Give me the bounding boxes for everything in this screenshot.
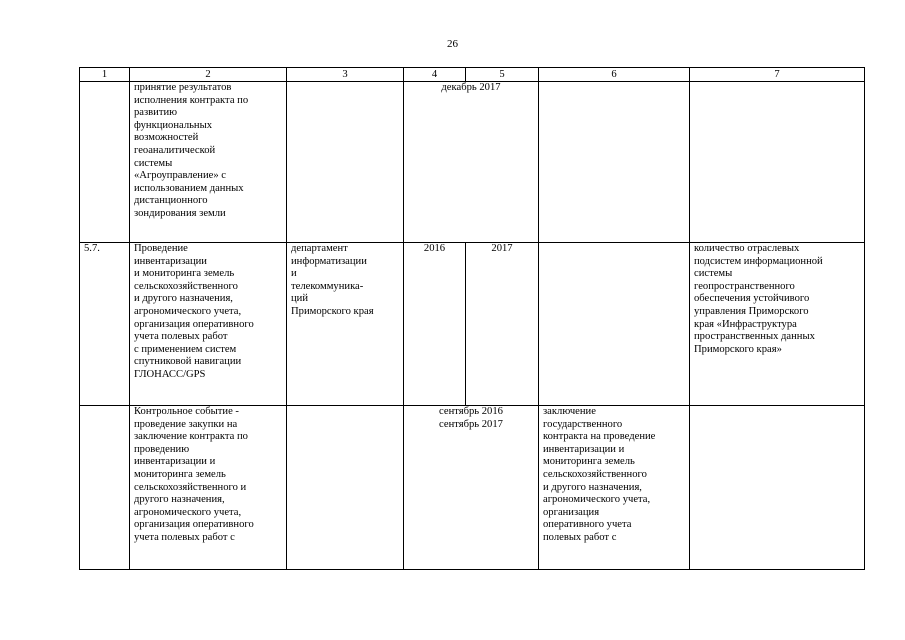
date-cell: декабрь 2017 <box>404 82 539 243</box>
header-cell-1: 1 <box>80 68 130 82</box>
responsible-cell <box>287 406 404 570</box>
header-cell-4: 4 <box>404 68 466 82</box>
result-cell: заключение государственного контракта на проведение инвентаризации и мониторинга земель сельскохозяйственного и другого назначения, агрономического учета, организация оперативного учета полевых работ с <box>539 406 690 570</box>
plan-table <box>79 67 865 570</box>
row-number-cell: 5.7. <box>80 243 130 406</box>
header-cell-3: 3 <box>287 68 404 82</box>
header-cell-2: 2 <box>130 68 287 82</box>
page-number: 26 <box>447 38 458 50</box>
header-cell-6: 6 <box>539 68 690 82</box>
indicator-cell <box>690 82 865 243</box>
indicator-cell <box>690 406 865 570</box>
table-row <box>80 82 865 243</box>
header-cell-7: 7 <box>690 68 865 82</box>
row-number-cell <box>80 406 130 570</box>
activity-cell: Контрольное событие - проведение закупки на заключение контракта по проведению инвентаризации и мониторинга земель сельскохозяйственного и другого назначения, агрономического учета, организация оперативного учета полевых работ с <box>130 406 287 570</box>
responsible-cell <box>287 82 404 243</box>
header-cell-5: 5 <box>466 68 539 82</box>
start-year-cell: 2016 <box>404 243 466 406</box>
table-row <box>80 243 865 406</box>
table-row <box>80 406 865 570</box>
responsible-cell: департамент информатизации и телекоммуника- ций Приморского края <box>287 243 404 406</box>
header-row <box>80 68 865 82</box>
date-cell: сентябрь 2016 сентябрь 2017 <box>404 406 539 570</box>
result-cell <box>539 82 690 243</box>
activity-cell: принятие результатов исполнения контракта по развитию функциональных возможностей геоаналитической системы «Агроуправление» с использованием данных дистанционного зондирования земли <box>130 82 287 243</box>
activity-cell: Проведение инвентаризации и мониторинга земель сельскохозяйственного и другого назначения, агрономического учета, организация оперативного учета полевых работ с применением систем спутниковой навигации ГЛОНАСС/GPS <box>130 243 287 406</box>
row-number-cell <box>80 82 130 243</box>
indicator-cell: количество отраслевых подсистем информационной системы геопространственного обеспечения устойчивого управления Приморского края «Инфраструктура пространственных данных Приморского края» <box>690 243 865 406</box>
result-cell <box>539 243 690 406</box>
end-year-cell: 2017 <box>466 243 539 406</box>
